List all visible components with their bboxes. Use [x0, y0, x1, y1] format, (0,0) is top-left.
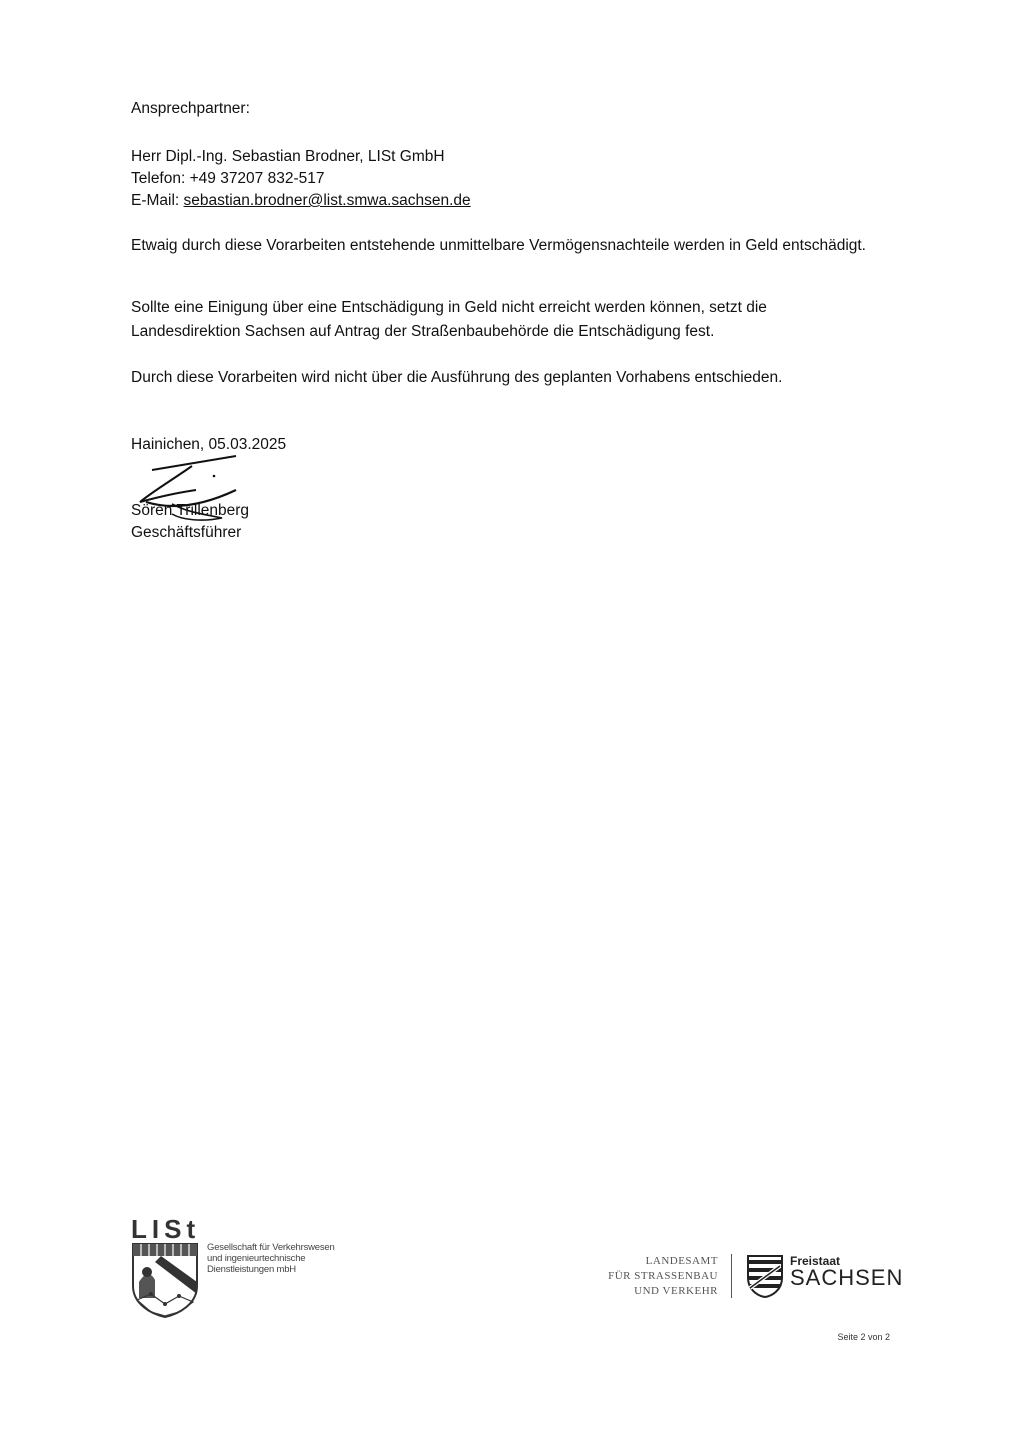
lasuv-line: UND VERKEHR [634, 1285, 718, 1297]
list-sub-line: Dienstleistungen mbH [207, 1264, 296, 1275]
list-logo [131, 1214, 335, 1326]
contact-phone: Telefon: +49 37207 832-517 [131, 170, 325, 187]
lasuv-line: FÜR STRASSENBAU [608, 1270, 718, 1282]
lasuv-logo [600, 1252, 904, 1302]
lasuv-divider [731, 1254, 732, 1298]
list-logo-text: LISt [131, 1214, 201, 1244]
list-sub-line: und ingenieurtechnische [207, 1253, 306, 1264]
contact-heading: Ansprechpartner: [131, 100, 250, 117]
paragraph-agreement: Sollte eine Einigung über eine Entschädigung in Geld nicht erreicht werden können, setzt die Landesdirektion Sachsen auf Antrag der Straßenbaubehörde die Entschädigung fest. [131, 299, 767, 340]
list-sub-line: Gesellschaft für Verkehrswesen [207, 1242, 335, 1253]
lasuv-text [600, 1254, 718, 1299]
signer-name: Sören Trillenberg [131, 502, 250, 519]
paragraph-decision: Durch diese Vorarbeiten wird nicht über die Ausführung des geplanten Vorhabens entschieden. [131, 369, 783, 386]
signer-title: Geschäftsführer [131, 524, 242, 541]
contact-name: Herr Dipl.-Ing. Sebastian Brodner, LISt GmbH [131, 148, 445, 165]
place-date: Hainichen, 05.03.2025 [131, 436, 287, 453]
paragraph-compensation: Etwaig durch diese Vorarbeiten entstehende unmittelbare Vermögensnachteile werden in Geld entschädigt. [131, 237, 866, 254]
freistaat-label: Freistaat [790, 1254, 841, 1268]
lasuv-line: LANDESAMT [645, 1255, 718, 1267]
email-label: E-Mail: [131, 192, 180, 209]
saxony-coat-of-arms-icon [746, 1254, 784, 1298]
email-link[interactable]: sebastian.brodner@list.smwa.sachsen.de [183, 192, 471, 209]
list-subtitle [207, 1242, 335, 1275]
sachsen-label: SACHSEN [790, 1265, 904, 1290]
list-shield-icon [131, 1242, 199, 1318]
page-number: Seite 2 von 2 [837, 1332, 890, 1342]
contact-email-row [131, 190, 471, 212]
